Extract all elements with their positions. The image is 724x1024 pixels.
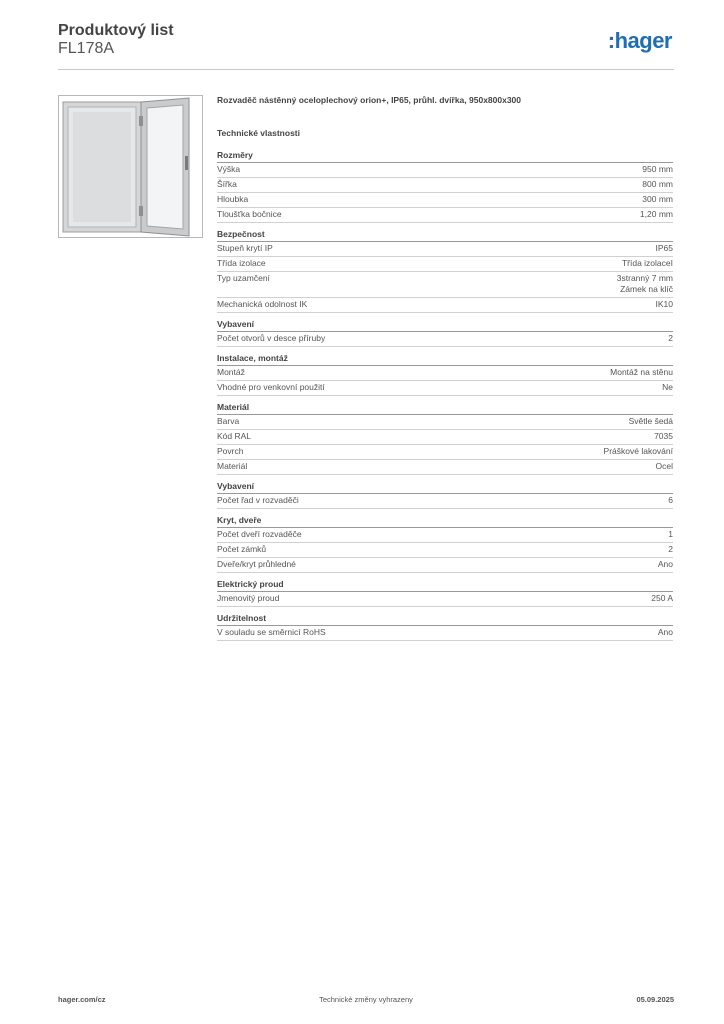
spec-row	[217, 163, 673, 178]
spec-row	[217, 415, 673, 430]
spec-label: Kód RAL	[217, 431, 252, 441]
spec-label: Povrch	[217, 446, 244, 456]
spec-section	[217, 515, 673, 573]
document-title: Produktový list	[58, 22, 174, 39]
spec-label: Počet řad v rozvaděči	[217, 495, 299, 505]
section-title: Vybavení	[217, 319, 673, 332]
page-header	[58, 22, 674, 70]
spec-label: Jmenovitý proud	[217, 593, 280, 603]
spec-section	[217, 229, 673, 313]
spec-row	[217, 626, 673, 641]
spec-label: Hloubka	[217, 194, 249, 204]
spec-value: IP65	[655, 243, 673, 253]
spec-label: Počet dveří rozvaděče	[217, 529, 302, 539]
spec-value: 2	[668, 333, 673, 343]
spec-value: 300 mm	[642, 194, 673, 204]
section-title: Rozměry	[217, 150, 673, 163]
spec-section	[217, 319, 673, 347]
spec-label: Počet zámků	[217, 544, 267, 554]
spec-value: IK10	[655, 299, 673, 309]
product-image	[58, 95, 203, 238]
spec-value: 6	[668, 495, 673, 505]
spec-label: Výška	[217, 164, 241, 174]
spec-value: 800 mm	[642, 179, 673, 189]
spec-row	[217, 242, 673, 257]
spec-row	[217, 592, 673, 607]
spec-label: Třída izolace	[217, 258, 266, 268]
spec-value: Ano	[657, 559, 673, 569]
spec-section	[217, 150, 673, 223]
section-title: Materiál	[217, 402, 673, 415]
spec-row	[217, 528, 673, 543]
spec-label: Barva	[217, 416, 240, 426]
spec-label: Montáž	[217, 367, 245, 377]
product-code: FL178A	[58, 40, 115, 57]
spec-value: 250 A	[651, 593, 673, 603]
spec-section	[217, 402, 673, 475]
spec-row	[217, 445, 673, 460]
spec-label: Mechanická odolnost IK	[217, 299, 308, 309]
spec-value: Třída izolaceI	[621, 258, 673, 268]
spec-row	[217, 178, 673, 193]
spec-label: Tloušťka bočnice	[217, 209, 282, 219]
section-title: Udržitelnost	[217, 613, 673, 626]
footer-date: 05.09.2025	[636, 995, 674, 1004]
spec-row	[217, 272, 673, 298]
spec-row	[217, 430, 673, 445]
spec-row	[217, 257, 673, 272]
spec-label: V souladu se směrnicí RoHS	[217, 627, 326, 637]
hager-logo: :hager	[607, 28, 672, 53]
section-title: Instalace, montáž	[217, 353, 673, 366]
technical-properties-heading: Technické vlastnosti	[217, 128, 300, 138]
product-description: Rozvaděč nástěnný oceloplechový orion+, IP65, průhl. dvířka, 950x800x300	[217, 95, 522, 105]
spec-value: 3stranný 7 mm Zámek na klíč	[616, 273, 673, 294]
spec-row	[217, 543, 673, 558]
spec-value: Práškové lakování	[603, 446, 673, 456]
section-title: Bezpečnost	[217, 229, 673, 242]
spec-section	[217, 353, 673, 396]
spec-label: Typ uzamčení	[217, 273, 270, 283]
spec-row	[217, 366, 673, 381]
spec-row	[217, 298, 673, 313]
spec-section	[217, 481, 673, 509]
spec-value: Světle šedá	[628, 416, 673, 426]
spec-sections	[217, 150, 673, 641]
spec-row	[217, 460, 673, 475]
spec-row	[217, 193, 673, 208]
product-content	[217, 95, 673, 647]
spec-value: 1,20 mm	[639, 209, 673, 219]
spec-value: 1	[668, 529, 673, 539]
spec-label: Šířka	[217, 179, 237, 189]
spec-row	[217, 558, 673, 573]
spec-label: Stupeň krytí IP	[217, 243, 273, 253]
spec-value: Ocel	[655, 461, 673, 471]
footer-website: hager.com/cz	[58, 995, 106, 1004]
enclosure-illustration	[59, 96, 202, 237]
spec-value: Montáž na stěnu	[610, 367, 673, 377]
spec-value: 2	[668, 544, 673, 554]
footer-note: Technické změny vyhrazeny	[319, 995, 413, 1004]
spec-section	[217, 579, 673, 607]
spec-value: 950 mm	[642, 164, 673, 174]
spec-value: Ano	[657, 627, 673, 637]
spec-label: Materiál	[217, 461, 248, 471]
section-title: Kryt, dveře	[217, 515, 673, 528]
spec-label: Dveře/kryt průhledné	[217, 559, 296, 569]
section-title: Vybavení	[217, 481, 673, 494]
spec-label: Počet otvorů v desce příruby	[217, 333, 326, 343]
spec-row	[217, 381, 673, 396]
spec-row	[217, 494, 673, 509]
spec-label: Vhodné pro venkovní použití	[217, 382, 325, 392]
spec-section	[217, 613, 673, 641]
spec-row	[217, 332, 673, 347]
spec-value: Ne	[662, 382, 673, 392]
section-title: Elektrický proud	[217, 579, 673, 592]
spec-row	[217, 208, 673, 223]
spec-value: 7035	[654, 431, 673, 441]
